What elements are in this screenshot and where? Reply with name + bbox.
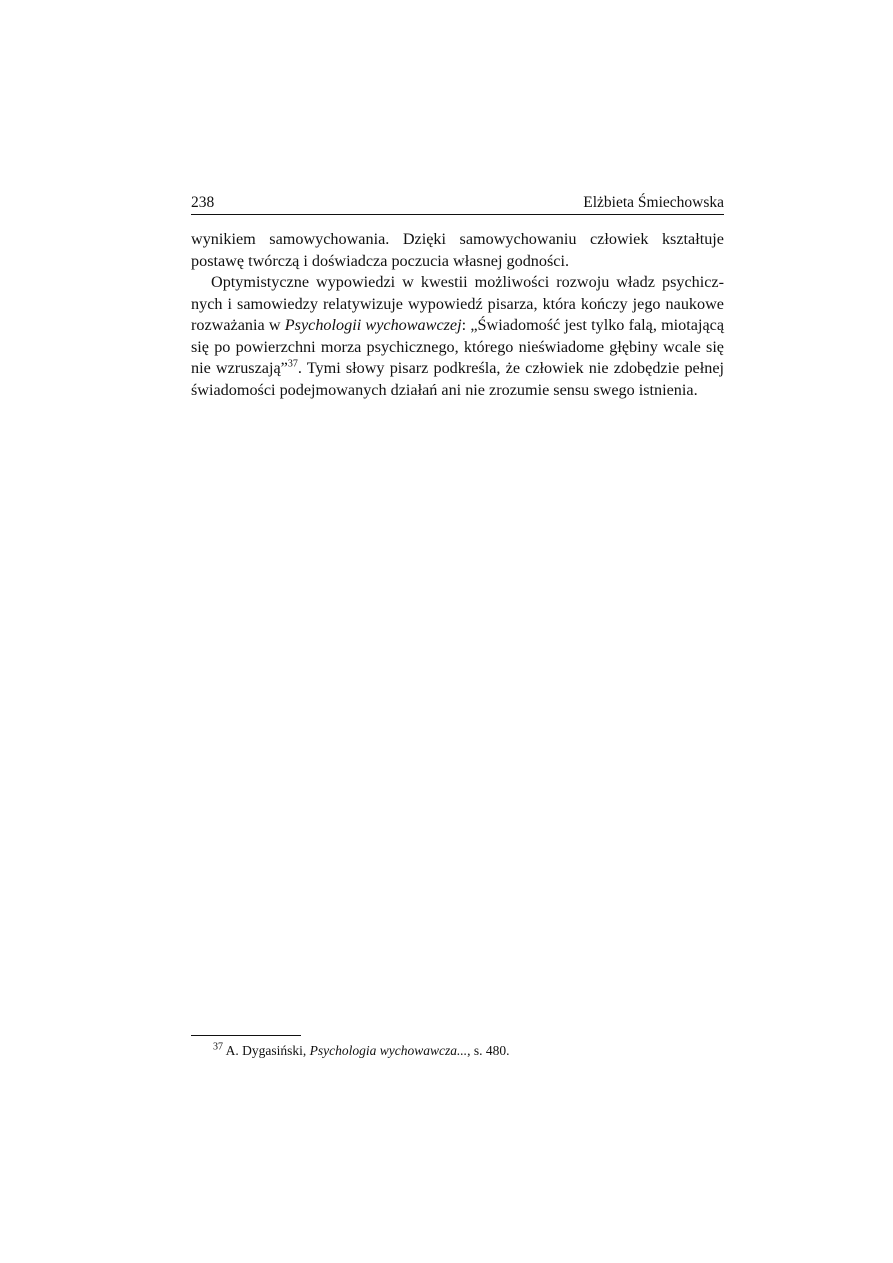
text-run: . Tymi słowy pisarz podkreśla, że człowiek nie zdobędzie pełnej	[297, 359, 725, 377]
footnote-number: 37	[213, 1041, 223, 1053]
page-header	[191, 192, 724, 215]
book-title-italic: Psychologii wychowawczej	[284, 316, 462, 334]
text-line: nych i samowiedzy relatywizuje wypowiedź pisarza, która kończy jego naukowe	[191, 294, 724, 313]
text-line: się po powierzchni morza psychicznego, którego nieświadome głębiny wcale się	[191, 337, 724, 356]
footnote-title: Psychologia wychowawcza...	[309, 1043, 468, 1058]
text-line	[191, 358, 724, 380]
footnote-author: A. Dygasiński,	[223, 1043, 310, 1058]
footnote	[213, 1042, 510, 1060]
text-line: świadomości podejmowanych działań ani nie zrozumie sensu swego istnienia.	[191, 380, 698, 399]
text-line	[191, 315, 724, 337]
running-head-author: Elżbieta Śmiechowska	[583, 194, 724, 211]
text-line: Optymistyczne wypowiedzi w kwestii możliwości rozwoju władz psychicz-	[211, 273, 724, 291]
page-number: 238	[191, 194, 215, 211]
text-run: rozważania w	[191, 316, 285, 334]
text-run: nie wzruszają”	[191, 359, 288, 377]
text-run: : „Świadomość jest tylko falą, miotającą	[461, 316, 725, 334]
text-line: wynikiem samowychowania. Dzięki samowychowaniu człowiek kształtuje	[191, 230, 724, 248]
text-line: postawę twórczą i doświadcza poczucia własnej godności.	[191, 251, 570, 270]
body-text	[191, 229, 724, 401]
footnote-page: , s. 480.	[467, 1043, 510, 1058]
footnote-divider	[191, 1035, 301, 1036]
footnote-reference[interactable]: 37	[287, 358, 298, 370]
